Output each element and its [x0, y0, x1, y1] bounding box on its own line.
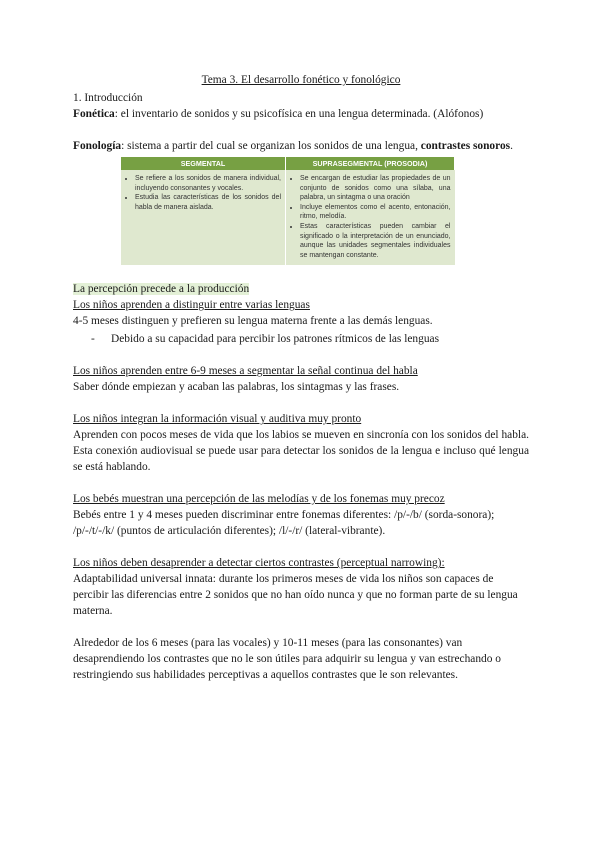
segmentar-heading: Los niños aprenden entre 6-9 meses a segmentar la señal continua del habla — [73, 365, 418, 378]
fonetica-term: Fonética — [73, 108, 115, 120]
section-introduction: 1. Introducción — [73, 92, 143, 104]
percepcion-bullet: - Debido a su capacidad para percibir los patrones rítmicos de las lenguas — [73, 331, 529, 347]
bebes-text: Bebés entre 1 y 4 meses pueden discriminar entre fonemas diferentes: /p/-/b/ (sorda-sonora); /p/-/t/-/k/ (puntos de articulación diferentes); /l/-/r/ (lateral-vibrante). — [73, 509, 495, 538]
fonologia-term: Fonología — [73, 140, 122, 152]
document-title: Tema 3. El desarrollo fonético y fonológico — [201, 74, 401, 86]
fonologia-definition — [73, 138, 529, 154]
suprasegmental-item: • Incluye elementos como el acento, entonación, ritmo, melodía. — [300, 203, 451, 222]
fonologia-bold-end: contrastes sonoros — [420, 140, 511, 152]
percepcion-subheading: Los niños aprenden a distinguir entre varias lenguas — [73, 299, 310, 312]
document-body — [73, 72, 529, 683]
segmental-cell — [121, 170, 286, 265]
segmental-item: • Se refiere a los sonidos de manera individual, incluyendo consonantes y vocales. — [135, 174, 281, 193]
segmentar-text: Saber dónde empiezan y acaban las palabras, los sintagmas y las frases. — [73, 381, 400, 394]
bebes-heading: Los bebés muestran una percepción de las melodías y de los fonemas muy precoz — [73, 493, 445, 506]
desaprender-text-2: Alrededor de los 6 meses (para las vocales) y 10-11 meses (para las consonantes) van desaprendiendo los contrastes que no le son útiles para adquirir su lengua y van estrechando o restringiendo sus habilidades perceptivas a aquellos contrastes que le son relevantes. — [73, 637, 501, 682]
suprasegmental-cell — [286, 170, 455, 265]
percepcion-text: 4-5 meses distinguen y prefieren su lengua materna frente a las demás lenguas. — [73, 315, 433, 328]
fonologia-period: . — [510, 140, 513, 152]
suprasegmental-item: • Se encargan de estudiar las propiedades de un conjunto de sonidos como una sílaba, una palabra, un sintagma o una oración — [300, 174, 451, 203]
desaprender-heading: Los niños deben desaprender a detectar ciertos contrastes (perceptual narrowing): — [73, 557, 445, 570]
suprasegmental-item: • Estas características pueden cambiar el significado o la interpretación de un enunciado, aunque las unidades segmentales individuales se mantengan constante. — [300, 222, 451, 260]
fonetica-definition — [73, 106, 529, 122]
segmental-table — [121, 157, 455, 265]
table-header-segmental: SEGMENTAL — [121, 157, 286, 170]
integran-text: Aprenden con pocos meses de vida que los labios se mueven en sincronía con los sonidos del habla. Esta conexión audiovisual se puede usar para detectar los sonidos de la lengua e incluso qué lengua se está hablando. — [73, 429, 529, 474]
integran-heading: Los niños integran la información visual y auditiva muy pronto — [73, 413, 362, 426]
percepcion-heading — [73, 281, 529, 297]
fonologia-text: : sistema a partir del cual se organizan los sonidos de una lengua, — [121, 140, 421, 152]
desaprender-text: Adaptabilidad universal innata: durante los primeros meses de vida los niños son capaces de percibir las diferencias entre 2 sonidos que no han oído nunca y que no forman parte de su lengua materna. — [73, 573, 518, 618]
percepcion-bullets — [73, 331, 529, 347]
table-header-suprasegmental: SUPRASEGMENTAL (PROSODIA) — [286, 157, 455, 170]
percepcion-heading-text: La percepción precede a la producción — [73, 283, 250, 296]
segmental-item: • Estudia las características de los sonidos del habla de manera aislada. — [135, 193, 281, 212]
fonetica-text: : el inventario de sonidos y su psicofísica en una lengua determinada. (Alófonos) — [114, 108, 484, 120]
